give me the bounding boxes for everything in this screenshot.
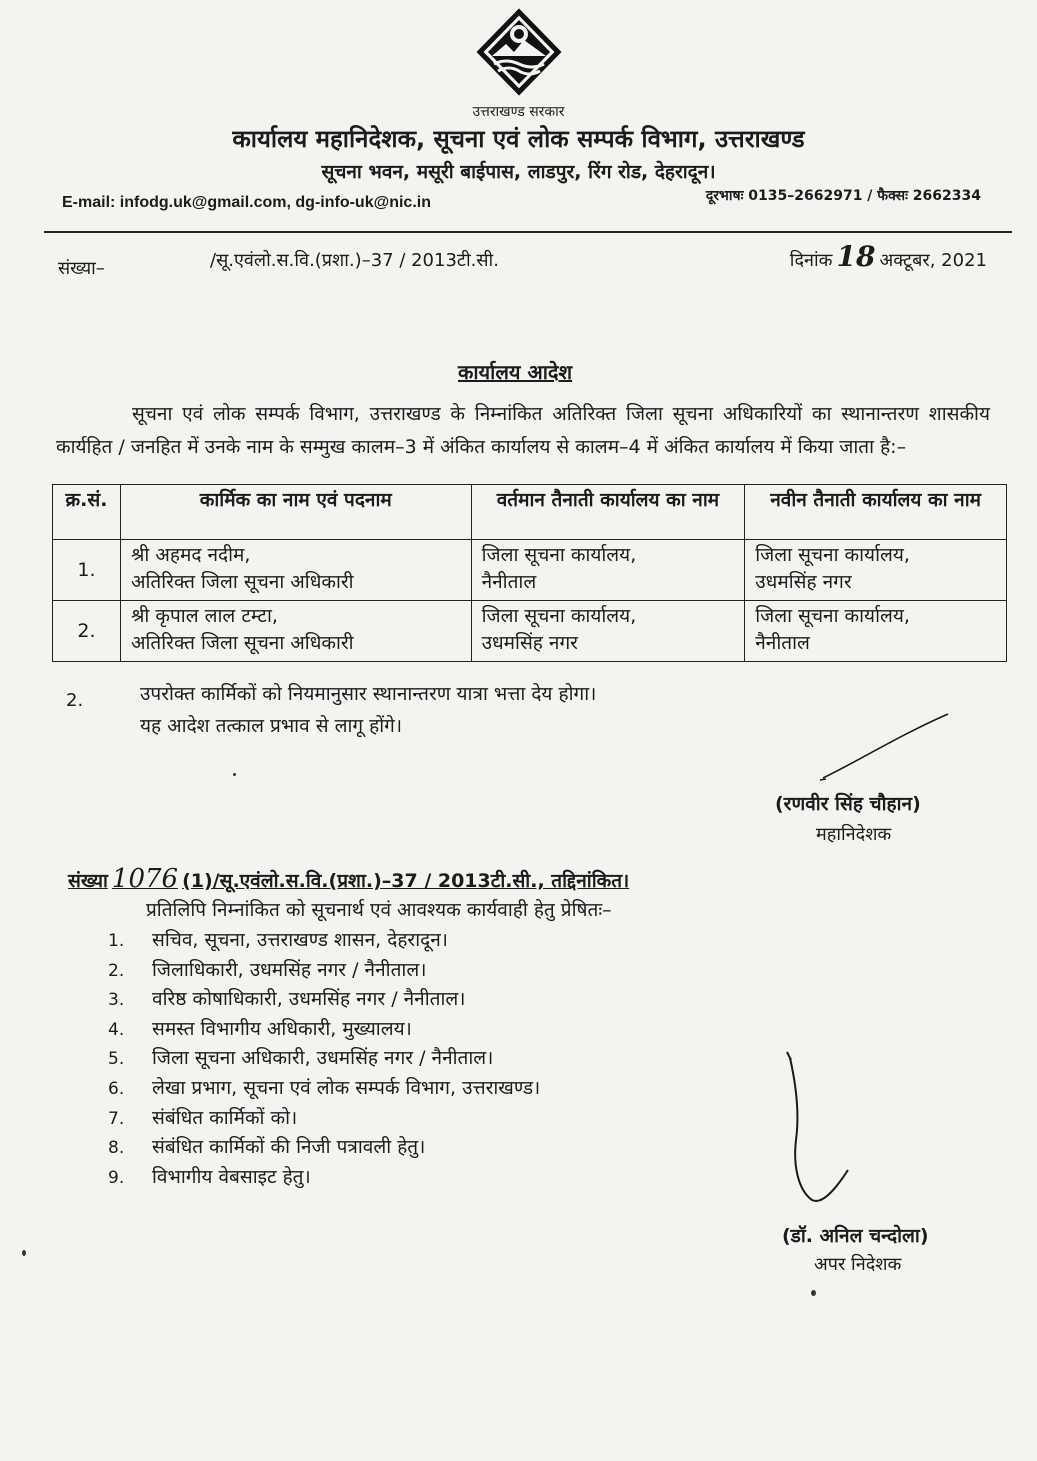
current-office: जिला सूचना कार्यालय, <box>481 605 637 627</box>
employee-cell <box>120 601 471 662</box>
signatory-designation: अपर निदेशक <box>814 1254 902 1275</box>
new-office-cell <box>745 540 1007 601</box>
copy-ref-prefix: संख्या <box>68 870 108 892</box>
new-place: नैनीताल <box>755 632 810 654</box>
speck <box>811 1290 816 1296</box>
column-header: वर्तमान तैनाती कार्यालय का नाम <box>471 485 745 540</box>
header-divider <box>44 231 1012 233</box>
new-office: जिला सूचना कार्यालय, <box>755 544 910 566</box>
list-text: जिला सूचना अधिकारी, उधमसिंह नगर / नैनीताल। <box>152 1047 494 1070</box>
date-day: 18 <box>836 240 876 273</box>
signatory-name: (डॉ. अनिल चन्दोला) <box>782 1225 929 1247</box>
list-number: 7. <box>108 1108 125 1129</box>
table-row <box>53 540 1007 601</box>
list-text: लेखा प्रभाग, सूचना एवं लोक सम्पर्क विभाग, उत्तराखण्ड। <box>152 1076 541 1099</box>
uttarakhand-emblem-icon <box>476 8 562 104</box>
list-item <box>100 926 540 956</box>
order-paragraph: सूचना एवं लोक सम्पर्क विभाग, उत्तराखण्ड के निम्नांकित अतिरिक्त जिला सूचना अधिकारियों का स्थानान्तरण शासकीय कार्यहित / जनहित में उनके नाम के सम्मुख कालम–3 में अंकित कार्यालय से कालम–4 में अंकित कार्यालय में किया जाता है:– <box>56 403 990 458</box>
list-text: विभागीय वेबसाइट हेतु। <box>152 1165 311 1188</box>
government-name: उत्तराखण्ड सरकार <box>472 104 565 120</box>
employee-name: श्री कृपाल लाल टम्टा, <box>130 605 278 627</box>
list-text: समस्त विभागीय अधिकारी, मुख्यालय। <box>152 1017 412 1040</box>
employee-designation: अतिरिक्त जिला सूचना अधिकारी <box>130 632 354 654</box>
office-address: सूचना भवन, मसूरी बाईपास, लाडपुर, रिंग रोड, देहरादून। <box>321 161 716 183</box>
copy-list <box>100 926 540 1192</box>
list-text: जिलाधिकारी, उधमसिंह नगर / नैनीताल। <box>152 958 427 981</box>
serial-cell: 2. <box>53 601 121 662</box>
signatory-name: (रणवीर सिंह चौहान) <box>775 793 921 815</box>
list-item <box>100 1074 540 1104</box>
current-office-cell <box>471 540 745 601</box>
current-place: उधमसिंह नगर <box>481 632 578 654</box>
list-text: सचिव, सूचना, उत्तराखण्ड शासन, देहरादून। <box>152 929 448 951</box>
list-item <box>100 1015 540 1045</box>
signatory-designation: महानिदेशक <box>816 824 892 845</box>
phone-fax-line: दूरभाषः 0135–2662971 / फैक्सः 2662334 <box>705 188 981 204</box>
order-date <box>790 240 987 273</box>
speck <box>22 1250 26 1256</box>
new-place: उधमसिंह नगर <box>755 571 852 593</box>
column-header: क्र.सं. <box>53 485 121 540</box>
column-header: नवीन तैनाती कार्यालय का नाम <box>745 485 1007 540</box>
current-place: नैनीताल <box>481 571 537 593</box>
list-number: 1. <box>108 931 125 951</box>
list-item <box>100 1163 540 1193</box>
list-number: 3. <box>108 990 125 1011</box>
reference-label: संख्या– <box>58 258 105 279</box>
column-header: कार्मिक का नाम एवं पदनाम <box>120 485 471 540</box>
list-number: 9. <box>108 1167 125 1188</box>
list-item <box>100 1133 540 1163</box>
employee-cell <box>120 540 471 601</box>
date-prefix: दिनांक <box>789 250 833 271</box>
table-row <box>53 601 1007 662</box>
point-text: यह आदेश तत्काल प्रभाव से लागू होंगे। <box>140 715 403 737</box>
order-title: कार्यालय आदेश <box>458 360 573 384</box>
list-item <box>100 1104 540 1134</box>
reference-number: /सू.एवंलो.स.वि.(प्रशा.)–37 / 2013टी.सी. <box>210 250 499 271</box>
list-text: संबंधित कार्मिकों की निजी पत्रावली हेतु। <box>152 1136 426 1159</box>
employee-designation: अतिरिक्त जिला सूचना अधिकारी <box>130 571 354 593</box>
copy-reference <box>68 864 629 894</box>
list-number: 6. <box>108 1078 125 1099</box>
current-office: जिला सूचना कार्यालय, <box>481 544 637 566</box>
list-item <box>100 956 540 986</box>
copy-intro: प्रतिलिपि निम्नांकित को सूचनार्थ एवं आवश्यक कार्यवाही हेतु प्रेषितः– <box>146 899 612 921</box>
new-office: जिला सूचना कार्यालय, <box>755 605 910 627</box>
point-number: 2. <box>66 690 84 711</box>
date-rest: अक्टूबर, 2021 <box>879 250 987 271</box>
serial-cell: 1. <box>53 540 121 601</box>
transfer-table <box>52 484 1007 662</box>
list-item <box>100 985 540 1015</box>
copy-ref-number: 1076 <box>111 864 179 894</box>
table-header-row <box>53 485 1007 540</box>
point-text: उपरोक्त कार्मिकों को नियमानुसार स्थानान्तरण यात्रा भत्ता देय होगा। <box>140 683 597 705</box>
list-text: वरिष्ठ कोषाधिकारी, उधमसिंह नगर / नैनीताल। <box>152 988 466 1011</box>
speck <box>233 773 236 776</box>
list-number: 2. <box>108 960 125 981</box>
new-office-cell <box>745 601 1007 662</box>
copy-ref-rest: (1)/सू.एवंलो.स.वि.(प्रशा.)–37 / 2013टी.सी., तद्दिनांकित। <box>182 870 630 892</box>
list-number: 5. <box>108 1049 125 1070</box>
employee-name: श्री अहमद नदीम, <box>130 544 251 566</box>
list-item <box>100 1044 540 1074</box>
office-title: कार्यालय महानिदेशक, सूचना एवं लोक सम्पर्क विभाग, उत्तराखण्ड <box>232 125 805 153</box>
list-number: 4. <box>108 1019 125 1040</box>
current-office-cell <box>471 601 745 662</box>
list-number: 8. <box>108 1138 125 1159</box>
list-text: संबंधित कार्मिकों को। <box>152 1106 298 1129</box>
email-line: E-mail: infodg.uk@gmail.com, dg-info-uk@nic.in <box>62 194 431 211</box>
